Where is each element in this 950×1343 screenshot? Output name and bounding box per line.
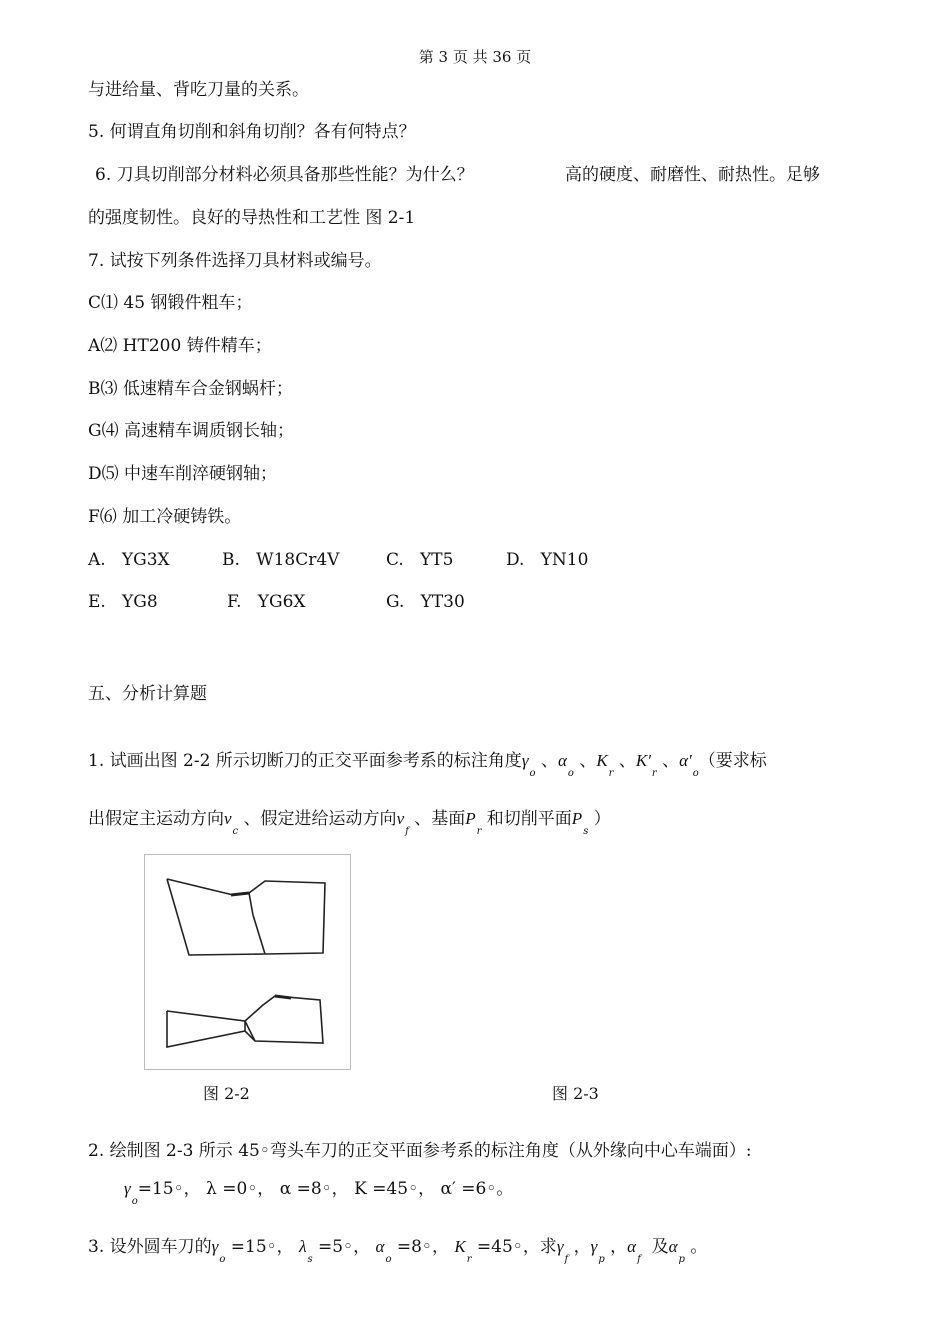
question-6: 6. 刀具切削部分材料必须具备那些性能？为什么？ [95,165,474,185]
question-6-answer: 高的硬度、耐磨性、耐热性。足够 [565,165,820,185]
question-5: 5. 何谓直角切削和斜角切削？各有何特点？ [88,122,416,142]
calc-question-1-cont: 出假定主运动方向$v_c$ 、假定进给运动方向$v_f$ 、基面$P_r$ 和切削平面$P_s$ ） [88,809,611,837]
text-line: 与进给量、背吃刀量的关系。 [88,80,309,100]
calc-question-2: 2. 绘制图 2-3 所示 45◦弯头车刀的正交平面参考系的标注角度（从外缘向中心车端面）: [88,1141,752,1161]
option-b: B. W18Cr4V [222,550,340,570]
option-d: D. YN10 [506,550,589,570]
calc-question-2-values: $\gamma_o=15◦$， λ =0◦， α =8◦， K =45◦， α′ =6◦。 [124,1179,514,1207]
condition-3: B⑶ 低速精车合金钢蜗杆； [88,379,293,399]
option-g: G. YT30 [386,592,465,612]
condition-6: F⑹ 加工冷硬铸铁。 [88,507,242,527]
condition-1: C⑴ 45 钢锻件粗车； [88,293,253,313]
top-view-edge [249,893,253,915]
condition-5: D⑸ 中速车削淬硬钢轴； [88,464,278,484]
condition-2: A⑵ HT200 铸件精车； [88,336,272,356]
caption-figure-2-3: 图 2-3 [552,1084,599,1103]
side-view-tip [275,996,291,998]
side-view-edge [245,1021,255,1041]
option-f: F. YG6X [227,592,306,612]
top-view-outline [167,879,325,955]
option-e: E. YG8 [88,592,158,612]
figure-2-2 [144,854,351,1070]
condition-4: G⑷ 高速精车调质钢长轴； [88,421,294,441]
question-7: 7. 试按下列条件选择刀具材料或编号。 [88,251,382,271]
calc-question-3: 3. 设外圆车刀的$\gamma_o$ =15◦， $\lambda_s$ =5◦， $\alpha_o$ =8◦， $K_r$ =45◦，求$\gamma_f$ ，$\gamma_p$ ，$\alpha_f$ 及$\alpha_p$ 。 [88,1237,708,1265]
caption-figure-2-2: 图 2-2 [203,1084,250,1103]
cutoff-tool-drawing [145,855,350,1069]
top-view-tip [231,893,249,895]
page-header: 第 3 页 共 36 页 [418,48,532,66]
calc-question-1: 1. 试画出图 2-2 所示切断刀的正交平面参考系的标注角度$\gamma_o$ 、$\alpha_o$ 、$K_r$ 、$K'_r$ 、$\alpha'_o$（要求标 [88,751,767,779]
option-a: A. YG3X [88,550,170,570]
option-c: C. YT5 [386,550,454,570]
top-view-edge-2 [253,915,265,954]
question-6-answer-cont: 的强度韧性。良好的导热性和工艺性 图 2-1 [88,208,416,228]
section-title: 五、分析计算题 [88,684,207,704]
